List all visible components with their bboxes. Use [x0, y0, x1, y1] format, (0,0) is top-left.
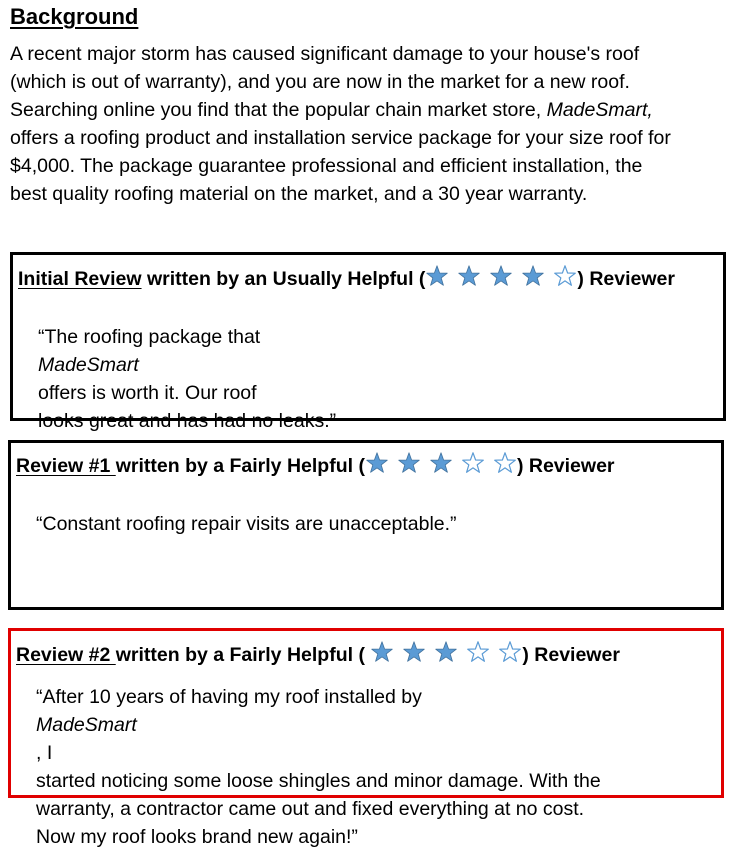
- background-line: $4,000. The package guarantee professional and efficient installation, the: [10, 155, 643, 177]
- quote-line: “The roofing package that MadeSmart offers is worth it. Our roof: [38, 326, 261, 404]
- star-filled-icon: [429, 451, 453, 475]
- star-empty-icon: [498, 640, 522, 664]
- star-filled-icon: [425, 264, 449, 288]
- star-rating: [425, 264, 577, 294]
- background-line: A recent major storm has caused significant damage to your house's roof: [10, 43, 640, 65]
- review-title: Initial Review written by an Usually Helpful ( ) Reviewer: [18, 264, 675, 294]
- star-filled-icon: [489, 264, 513, 288]
- review-quote: [36, 510, 457, 538]
- review-title-link: Initial Review: [18, 268, 142, 290]
- initial-review-box: [10, 252, 726, 432]
- background-line: (which is out of warranty), and you are now in the market for a new roof.: [10, 71, 630, 93]
- star-empty-icon: [493, 451, 517, 475]
- star-rating: [365, 451, 517, 481]
- review-title: Review #2 written by a Fairly Helpful ( ) Reviewer: [16, 640, 620, 670]
- star-filled-icon: [397, 451, 421, 475]
- star-filled-icon: [370, 640, 394, 664]
- review-title: Review #1 written by a Fairly Helpful ( ) Reviewer: [16, 451, 615, 481]
- quote-line: warranty, a contractor came out and fixed everything at no cost.: [36, 798, 585, 820]
- background-line: Searching online you find that the popular chain market store, MadeSmart,: [10, 99, 653, 121]
- background-heading: Background: [10, 4, 139, 29]
- star-empty-icon: [553, 264, 577, 288]
- review-quote: [38, 323, 336, 435]
- review-title-link: Review #1: [16, 455, 116, 477]
- star-filled-icon: [365, 451, 389, 475]
- quote-line: looks great and has had no leaks.”: [38, 410, 337, 432]
- quote-line: Now my roof looks brand new again!”: [36, 826, 358, 848]
- background-line: offers a roofing product and installation service package for your size roof for: [10, 127, 671, 149]
- star-empty-icon: [466, 640, 490, 664]
- review-1-box: [8, 440, 724, 610]
- star-filled-icon: [434, 640, 458, 664]
- review-2-box: [8, 628, 724, 848]
- quote-line: “After 10 years of having my roof installed by MadeSmart , I: [36, 686, 422, 764]
- background-line: best quality roofing material on the market, and a 30 year warranty.: [10, 183, 588, 205]
- star-filled-icon: [402, 640, 426, 664]
- background-paragraph: [10, 40, 740, 208]
- star-filled-icon: [457, 264, 481, 288]
- star-filled-icon: [521, 264, 545, 288]
- review-quote: [36, 683, 601, 851]
- star-rating: [370, 640, 522, 670]
- quote-line: started noticing some loose shingles and minor damage. With the: [36, 770, 601, 792]
- review-title-link: Review #2: [16, 644, 116, 666]
- star-empty-icon: [461, 451, 485, 475]
- quote-line: “Constant roofing repair visits are unacceptable.”: [36, 513, 457, 535]
